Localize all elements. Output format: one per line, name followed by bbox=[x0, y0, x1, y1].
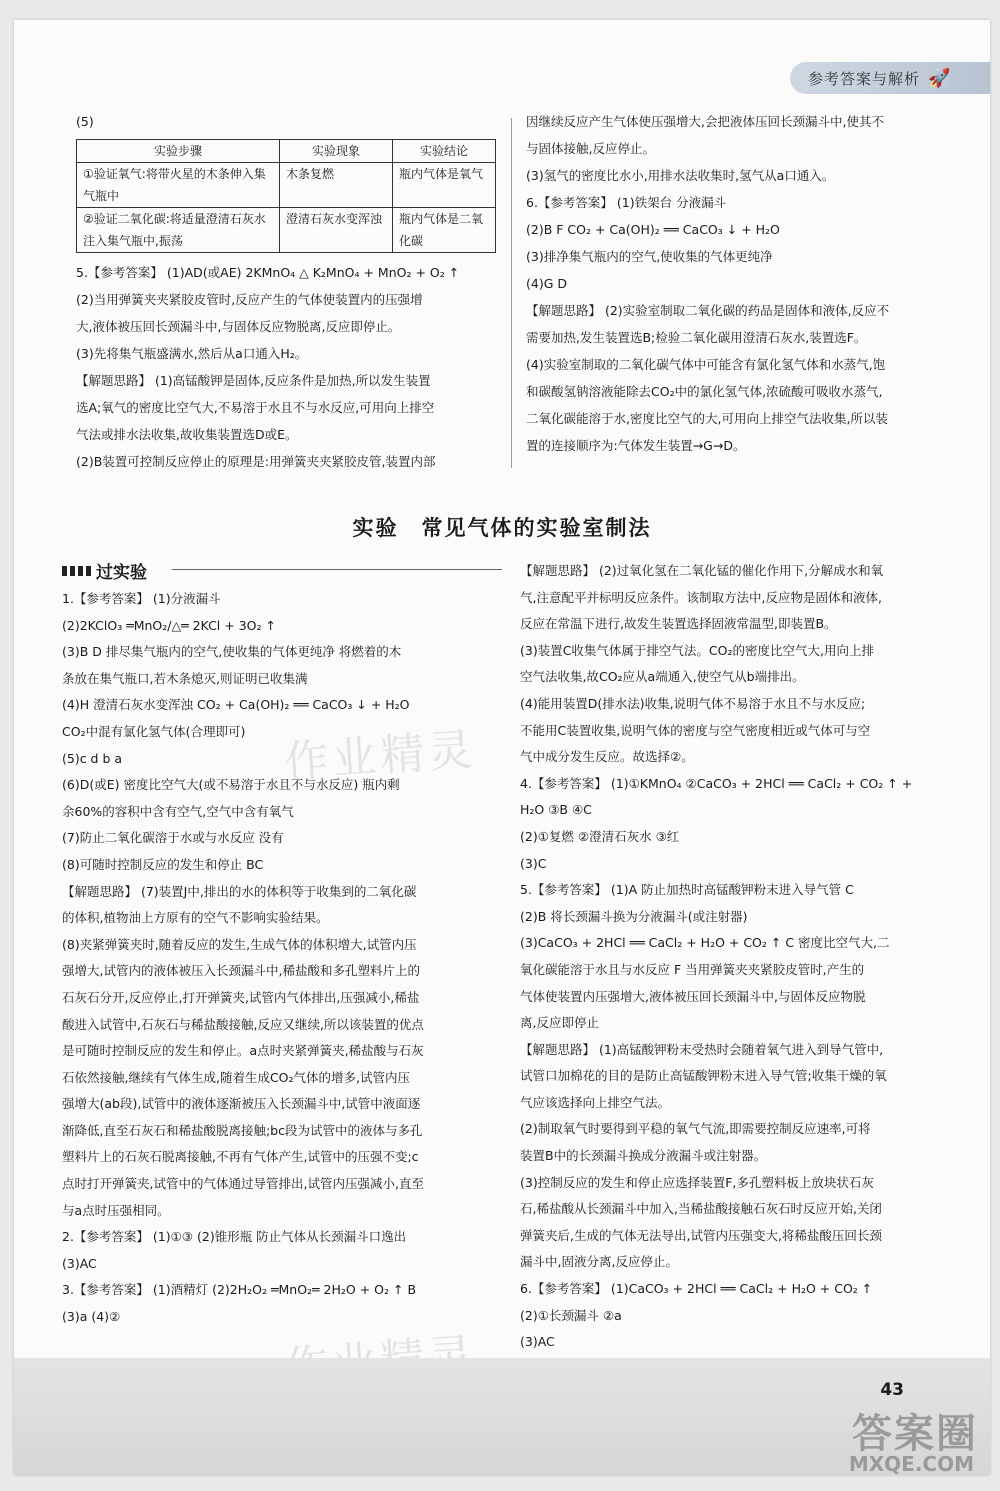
table-cell: 澄清石灰水变浑浊 bbox=[280, 208, 393, 253]
answer-line: 1.【参考答案】 (1)分液漏斗 bbox=[62, 591, 221, 606]
answer-line: (6)D(或E) 密度比空气大(或不易溶于水且不与水反应) 瓶内剩 bbox=[62, 777, 400, 793]
section-heading bbox=[62, 558, 147, 583]
answer-line: (3)B D 排尽集气瓶内的空气,使收集的气体更纯净 将燃着的木 bbox=[62, 644, 402, 660]
answer-line: 【解题思路】 (2)过氧化氢在二氧化锰的催化作用下,分解成水和氧 bbox=[520, 563, 884, 578]
answer-line: (3)CaCO₃ + 2HCl ══ CaCl₂ + H₂O + CO₂ ↑ C 密度比空气大,二 bbox=[520, 935, 890, 951]
bottom-right-column bbox=[520, 558, 976, 1356]
footer-band bbox=[14, 1358, 990, 1475]
table-header: 实验步骤 bbox=[77, 140, 280, 163]
answer-line: (8)可随时控制反应的发生和停止 BC bbox=[62, 856, 264, 872]
document-page bbox=[14, 20, 990, 1475]
answer-line: 二氧化碳能溶于水,密度比空气的大,可用向上排空气法收集,所以装 bbox=[526, 411, 888, 426]
answer-line: 【解题思路】 (7)装置J中,排出的水的体积等于收集到的二氧化碳 bbox=[62, 883, 417, 899]
answer-line: 条放在集气瓶口,若木条熄灭,则证明已收集满 bbox=[62, 670, 308, 686]
answer-line: CO₂中混有氯化氢气体(合理即可) bbox=[62, 723, 246, 739]
answer-line: (3)控制反应的发生和停止应选择装置F,多孔塑料板上放块状石灰 bbox=[520, 1174, 874, 1190]
answer-line: (2)2KClO₃ ═MnO₂/△═ 2KCl + 3O₂ ↑ bbox=[62, 617, 276, 633]
table-cell: 瓶内气体是氧气 bbox=[393, 163, 496, 208]
answer-line: 弹簧夹后,生成的气体无法导出,试管内压强变大,将稀盐酸压回长颈 bbox=[520, 1227, 882, 1243]
answer-line: (4)H 澄清石灰水变浑浊 CO₂ + Ca(OH)₂ ══ CaCO₃ ↓ + H₂O bbox=[62, 697, 410, 713]
answer-line: (2)当用弹簧夹夹紧胶皮管时,反应产生的气体使装置内的压强增 bbox=[76, 292, 423, 307]
answer-line: 余60%的容积中含有空气,空气中含有氧气 bbox=[62, 803, 294, 819]
answer-line: (2)B装置可控制反应停止的原理是:用弹簧夹夹紧胶皮管,装置内部 bbox=[76, 454, 436, 469]
table-header: 实验现象 bbox=[280, 140, 393, 163]
answer-line: (2)①长颈漏斗 ②a bbox=[520, 1307, 622, 1323]
answer-line: 不能用C装置收集,说明气体的密度与空气密度相近或气体可与空 bbox=[520, 722, 871, 738]
answer-line: 的体积,植物油上方原有的空气不影响实验结果。 bbox=[62, 910, 329, 926]
answer-line: 气体使装置内压强增大,液体被压回长颈漏斗中,与固体反应物脱 bbox=[520, 988, 866, 1004]
answer-line: 4.【参考答案】 (1)①KMnO₄ ②CaCO₃ + 2HCl ══ CaCl₂ + CO₂ ↑ + bbox=[520, 775, 913, 791]
answer-line: 空气法收集,故CO₂应从a端通入,使空气从b端排出。 bbox=[520, 669, 805, 685]
rocket-icon: 🚀 bbox=[928, 67, 952, 89]
heading-mark-icon bbox=[62, 566, 92, 576]
answer-line: 塑料片上的石灰石脱离接触,不再有气体产生,试管中的压强不变;c bbox=[62, 1149, 419, 1165]
answer-line: (5)c d b a bbox=[62, 750, 123, 766]
answer-line: (2)B 将长颈漏斗换为分液漏斗(或注射器) bbox=[520, 908, 748, 924]
answer-line: 6.【参考答案】 (1)CaCO₃ + 2HCl ══ CaCl₂ + H₂O + CO₂ ↑ bbox=[520, 1281, 873, 1297]
answer-line: 离,反应即停止 bbox=[520, 1015, 599, 1031]
answer-line: (7)防止二氧化碳溶于水或与水反应 没有 bbox=[62, 830, 284, 846]
answer-line: 酸进入试管中,石灰石与稀盐酸接触,反应又继续,所以该装置的优点 bbox=[62, 1016, 424, 1032]
answer-line: (3)AC bbox=[62, 1255, 97, 1271]
experiment-table bbox=[76, 139, 496, 253]
answer-line: 5.【参考答案】 (1)AD(或AE) 2KMnO₄ △ K₂MnO₄ + MnO₂ + O₂ ↑ bbox=[76, 265, 460, 280]
table-header: 实验结论 bbox=[393, 140, 496, 163]
top-left-column bbox=[76, 108, 506, 475]
answer-line: 漏斗中,固液分离,反应停止。 bbox=[520, 1254, 678, 1270]
answer-line: 与a点时压强相同。 bbox=[62, 1202, 170, 1218]
bottom-left-column bbox=[62, 586, 502, 1331]
answer-line: 与固体接触,反应停止。 bbox=[526, 141, 655, 156]
site-logo: 答案圈 bbox=[852, 1411, 978, 1457]
answer-line: (2)①复燃 ②澄清石灰水 ③红 bbox=[520, 828, 680, 844]
answer-line: 置的连接顺序为:气体发生装置→G→D。 bbox=[526, 438, 746, 453]
table-row bbox=[77, 163, 496, 208]
section-rule bbox=[172, 569, 502, 570]
answer-line: 渐降低,直至石灰石和稀盐酸脱离接触;bc段为试管中的液体与多孔 bbox=[62, 1122, 423, 1138]
answer-line: 3.【参考答案】 (1)酒精灯 (2)2H₂O₂ ═MnO₂═ 2H₂O + O₂ ↑ B bbox=[62, 1282, 417, 1298]
answer-line: 6.【参考答案】 (1)铁架台 分液漏斗 bbox=[526, 195, 727, 210]
answer-line: (3)先将集气瓶盛满水,然后从a口通入H₂。 bbox=[76, 346, 308, 361]
answer-line: (3)a (4)② bbox=[62, 1309, 121, 1325]
answer-line: (2)B F CO₂ + Ca(OH)₂ ══ CaCO₃ ↓ + H₂O bbox=[526, 222, 780, 237]
answer-line: 氧化碳能溶于水且与水反应 F 当用弹簧夹夹紧胶皮管时,产生的 bbox=[520, 961, 865, 977]
answer-line: (4)G D bbox=[526, 276, 567, 291]
answer-line: 装置B中的长颈漏斗换成分液漏斗或注射器。 bbox=[520, 1148, 767, 1164]
table-cell: 瓶内气体是二氧化碳 bbox=[393, 208, 496, 253]
section-title: 实验 常见气体的实验室制法 bbox=[352, 516, 652, 540]
answer-line: (3)排净集气瓶内的空气,使收集的气体更纯净 bbox=[526, 249, 773, 264]
answer-line: 5.【参考答案】 (1)A 防止加热时高锰酸钾粉末进入导气管 C bbox=[520, 882, 854, 898]
table-cell: ①验证氧气:将带火星的木条伸入集气瓶中 bbox=[77, 163, 280, 208]
answer-line: 气法或排水法收集,故收集装置选D或E。 bbox=[76, 427, 298, 442]
answer-line: 【解题思路】 (1)高锰酸钾粉末受热时会随着氧气进入到导气管中, bbox=[520, 1041, 884, 1057]
answer-line: 因继续反应产生气体使压强增大,会把液体压回长颈漏斗中,使其不 bbox=[526, 114, 884, 129]
column-divider bbox=[511, 118, 512, 468]
answer-line: (4)实验室制取的二氧化碳气体中可能含有氯化氢气体和水蒸气,饱 bbox=[526, 357, 886, 372]
header-tag bbox=[790, 62, 990, 94]
answer-line: (8)夹紧弹簧夹时,随着反应的发生,生成气体的体积增大,试管内压 bbox=[62, 936, 417, 952]
answer-line: (4)能用装置D(排水法)收集,说明气体不易溶于水且不与水反应; bbox=[520, 695, 866, 711]
watermark: 作业精灵 bbox=[282, 724, 478, 789]
answer-line: (3)装置C收集气体属于排空气法。CO₂的密度比空气大,用向上排 bbox=[520, 642, 874, 658]
table-cell: ②验证二氧化碳:将适量澄清石灰水注入集气瓶中,振荡 bbox=[77, 208, 280, 253]
answer-line: 大,液体被压回长颈漏斗中,与固体反应物脱离,反应即停止。 bbox=[76, 319, 401, 334]
answer-line: 试管口加棉花的目的是防止高锰酸钾粉末进入导气管;收集干燥的氧 bbox=[520, 1068, 887, 1084]
q5-label: (5) bbox=[76, 114, 94, 129]
answer-line: 点时打开弹簧夹,试管中的气体通过导管排出,试管内压强减小,直至 bbox=[62, 1176, 424, 1192]
answer-line: (2)制取氧气时要得到平稳的氧气气流,即需要控制反应速率,可将 bbox=[520, 1121, 871, 1137]
table-row bbox=[77, 208, 496, 253]
answer-line: 强增大(ab段),试管中的液体逐渐被压入长颈漏斗中,试管中液面逐 bbox=[62, 1096, 421, 1112]
answer-line: 气应该选择向上排空气法。 bbox=[520, 1094, 671, 1110]
answer-line: 石依然接触,继续有气体生成,随着生成CO₂气体的增多,试管内压 bbox=[62, 1069, 410, 1085]
answer-line: H₂O ③B ④C bbox=[520, 802, 592, 818]
answer-line: 需要加热,发生装置选B;检验二氧化碳用澄清石灰水,装置选F。 bbox=[526, 330, 867, 345]
answer-line: 石,稀盐酸从长颈漏斗中加入,当稀盐酸接触石灰石时反应开始,关闭 bbox=[520, 1201, 882, 1217]
answer-line: (3)C bbox=[520, 855, 547, 871]
answer-line: 反应在常温下进行,故发生装置选择固液常温型,即装置B。 bbox=[520, 616, 837, 632]
answer-line: (3)氢气的密度比水小,用排水法收集时,氢气从a口通入。 bbox=[526, 168, 835, 183]
answer-line: 2.【参考答案】 (1)①③ (2)锥形瓶 防止气体从长颈漏斗口逸出 bbox=[62, 1229, 407, 1245]
site-logo-url: MXQE.COM bbox=[848, 1452, 974, 1475]
answer-line: 【解题思路】 (2)实验室制取二氧化碳的药品是固体和液体,反应不 bbox=[526, 303, 890, 318]
top-right-column bbox=[526, 108, 976, 459]
answer-line: 选A;氧气的密度比空气大,不易溶于水且不与水反应,可用向上排空 bbox=[76, 400, 435, 415]
answer-line: 是可随时控制反应的发生和停止。a点时夹紧弹簧夹,稀盐酸与石灰 bbox=[62, 1043, 424, 1059]
answer-line: (3)AC bbox=[520, 1334, 555, 1350]
answer-line: 强增大,试管内的液体被压入长颈漏斗中,稀盐酸和多孔塑料片上的 bbox=[62, 963, 420, 979]
answer-line: 气,注意配平并标明反应条件。该制取方法中,反应物是固体和液体, bbox=[520, 589, 882, 605]
answer-line: 石灰石分开,反应停止,打开弹簧夹,试管内气体排出,压强减小,稀盐 bbox=[62, 989, 420, 1005]
answer-line: 和碳酸氢钠溶液能除去CO₂中的氯化氢气体,浓硫酸可吸收水蒸气, bbox=[526, 384, 883, 399]
table-cell: 木条复燃 bbox=[280, 163, 393, 208]
section-heading-label: 过实验 bbox=[96, 563, 147, 583]
answer-line: 【解题思路】 (1)高锰酸钾是固体,反应条件是加热,所以发生装置 bbox=[76, 373, 431, 388]
page-number: 43 bbox=[880, 1380, 904, 1400]
header-label: 参考答案与解析 bbox=[808, 69, 921, 88]
answer-line: 气中成分发生反应。故选择②。 bbox=[520, 749, 694, 765]
